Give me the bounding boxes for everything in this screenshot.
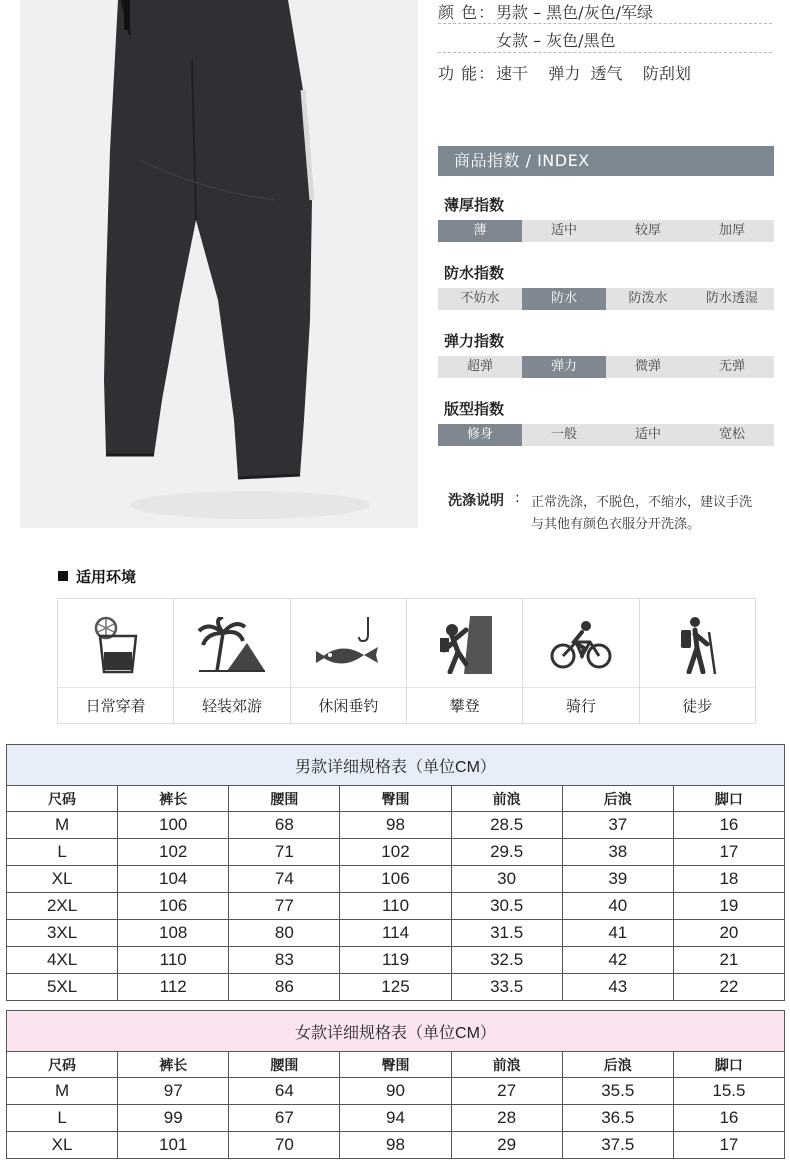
measurement-cell: 98 [340,812,451,839]
measurement-cell: 77 [229,893,340,920]
measurement-cell: 70 [229,1132,340,1159]
measurement-cell: 22 [673,974,784,1001]
measurement-cell: 106 [340,866,451,893]
measurement-cell: 33.5 [451,974,562,1001]
measurement-cell: 27 [451,1078,562,1105]
measurement-cell: 29 [451,1132,562,1159]
size-cell: XL [7,1132,118,1159]
column-header: 腰围 [229,786,340,812]
index-option: 微弹 [634,359,661,374]
measurement-cell: 90 [340,1078,451,1105]
elasticity-index-bar [438,356,774,378]
index-option: 超弹 [466,359,493,374]
index-header: 商品指数 / INDEX [438,146,774,176]
palm-tree-icon [197,617,267,673]
colors-men-line [438,0,653,23]
column-header: 后浪 [562,786,673,812]
function-line [438,61,691,84]
measurement-cell: 119 [340,947,451,974]
index-option: 无弹 [718,359,745,374]
elasticity-index-title: 弹力指数 [444,332,505,350]
environment-label: 骑行 [565,697,596,715]
index-option: 防水 [522,288,606,310]
measurement-cell: 18 [673,866,784,893]
colors-women: 女款 – 灰色/黑色 [496,31,616,50]
measurement-cell: 28.5 [451,812,562,839]
table-row [7,920,785,947]
measurement-cell: 29.5 [451,839,562,866]
index-option: 修身 [438,424,522,446]
measurement-cell: 80 [229,920,340,947]
table-row [7,866,785,893]
measurement-cell: 42 [562,947,673,974]
measurement-cell: 71 [229,839,340,866]
index-option: 一般 [550,427,577,442]
fit-index-title: 版型指数 [444,400,505,418]
environment-label: 徒步 [682,697,713,715]
measurement-cell: 41 [562,920,673,947]
wash-colon: : [515,490,520,506]
table-row [7,812,785,839]
index-option: 薄 [438,220,522,242]
size-cell: 2XL [7,893,118,920]
table-row [7,1078,785,1105]
measurement-cell: 86 [229,974,340,1001]
measurement-cell: 31.5 [451,920,562,947]
size-cell: L [7,1105,118,1132]
index-option: 不妨水 [460,291,500,306]
wash-text-line-1: 正常洗涤，不脱色，不缩水，建议手洗 [531,495,753,510]
measurement-cell: 68 [229,812,340,839]
column-header: 臀围 [340,786,451,812]
environment-item [174,599,290,723]
size-cell: L [7,839,118,866]
measurement-cell: 112 [118,974,229,1001]
environment-item [58,599,174,723]
measurement-cell: 28 [451,1105,562,1132]
section-bullet [58,571,68,581]
measurement-cell: 98 [340,1132,451,1159]
measurement-cell: 15.5 [673,1078,784,1105]
measurement-cell: 83 [229,947,340,974]
size-cell: 5XL [7,974,118,1001]
measurement-cell: 94 [340,1105,451,1132]
size-cell: 3XL [7,920,118,947]
measurement-cell: 99 [118,1105,229,1132]
colors-men: 男款 – 黑色/灰色/军绿 [496,3,653,22]
size-cell: 4XL [7,947,118,974]
environment-label: 轻装郊游 [201,697,262,715]
waterproof-index-bar [438,288,774,310]
drink-glass-icon [92,616,140,674]
measurement-cell: 64 [229,1078,340,1105]
index-option: 防泼水 [628,291,668,306]
environments-grid [57,598,756,724]
measurement-cell: 106 [118,893,229,920]
measurement-cell: 74 [229,866,340,893]
table-row [7,1132,785,1159]
colors-label: 颜 色： [438,3,496,22]
women-table-body [7,1078,785,1159]
index-option: 防水透湿 [705,291,758,306]
measurement-cell: 30 [451,866,562,893]
cyclist-icon [550,620,612,670]
product-photo [20,0,418,528]
table-row [7,839,785,866]
thickness-index-bar [438,220,774,242]
function-value: 速干 弹力 透气 防刮划 [496,64,691,83]
environment-item [291,599,407,723]
measurement-cell: 40 [562,893,673,920]
measurement-cell: 30.5 [451,893,562,920]
measurement-cell: 37.5 [562,1132,673,1159]
divider [438,52,772,53]
table-header-row [7,786,785,812]
measurement-cell: 19 [673,893,784,920]
environment-item [407,599,523,723]
measurement-cell: 97 [118,1078,229,1105]
measurement-cell: 102 [340,839,451,866]
table-header-row [7,1052,785,1078]
environments-title: 适用环境 [76,568,137,586]
wash-label: 洗涤说明 [448,493,504,509]
column-header: 尺码 [7,1052,118,1078]
men-table-body [7,812,785,1001]
measurement-cell: 104 [118,866,229,893]
function-label: 功 能： [438,64,496,83]
measurement-cell: 108 [118,920,229,947]
fish-hook-icon [316,617,380,673]
column-header: 尺码 [7,786,118,812]
size-cell: M [7,812,118,839]
fit-index-bar [438,424,774,446]
measurement-cell: 36.5 [562,1105,673,1132]
table-row [7,1105,785,1132]
waterproof-index-title: 防水指数 [444,264,505,282]
measurement-cell: 21 [673,947,784,974]
environment-label: 休闲垂钓 [318,697,379,715]
measurement-cell: 20 [673,920,784,947]
column-header: 裤长 [118,786,229,812]
wash-text-line-2: 与其他有颜色衣服分开洗涤。 [531,517,701,532]
measurement-cell: 39 [562,866,673,893]
measurement-cell: 37 [562,812,673,839]
hiker-icon [675,616,719,674]
climber-icon [438,616,492,674]
column-header: 前浪 [451,786,562,812]
divider [438,23,772,24]
measurement-cell: 16 [673,812,784,839]
environment-label: 攀登 [449,697,480,715]
column-header: 臀围 [340,1052,451,1078]
table-row [7,974,785,1001]
measurement-cell: 43 [562,974,673,1001]
measurement-cell: 125 [340,974,451,1001]
measurement-cell: 102 [118,839,229,866]
column-header: 前浪 [451,1052,562,1078]
index-option: 较厚 [634,223,661,238]
women-size-table [6,1010,785,1159]
measurement-cell: 32.5 [451,947,562,974]
environment-item [523,599,639,723]
measurement-cell: 16 [673,1105,784,1132]
measurement-cell: 17 [673,839,784,866]
column-header: 腰围 [229,1052,340,1078]
measurement-cell: 38 [562,839,673,866]
index-option: 适中 [634,427,661,442]
measurement-cell: 110 [340,893,451,920]
men-table-caption: 男款详细规格表（单位CM） [7,745,785,786]
measurement-cell: 17 [673,1132,784,1159]
index-option: 加厚 [718,223,745,238]
column-header: 后浪 [562,1052,673,1078]
size-cell: M [7,1078,118,1105]
environment-label: 日常穿着 [85,697,146,715]
index-option: 弹力 [522,356,606,378]
measurement-cell: 114 [340,920,451,947]
column-header: 裤长 [118,1052,229,1078]
index-option: 适中 [550,223,577,238]
column-header: 脚口 [673,786,784,812]
measurement-cell: 35.5 [562,1078,673,1105]
measurement-cell: 67 [229,1105,340,1132]
table-row [7,947,785,974]
measurement-cell: 100 [118,812,229,839]
pants-image [20,0,418,528]
size-cell: XL [7,866,118,893]
thickness-index-title: 薄厚指数 [444,196,505,214]
index-option: 宽松 [718,427,745,442]
men-size-table [6,744,785,1001]
table-row [7,893,785,920]
column-header: 脚口 [673,1052,784,1078]
measurement-cell: 110 [118,947,229,974]
measurement-cell: 101 [118,1132,229,1159]
women-table-caption: 女款详细规格表（单位CM） [7,1011,785,1052]
environment-item [640,599,755,723]
